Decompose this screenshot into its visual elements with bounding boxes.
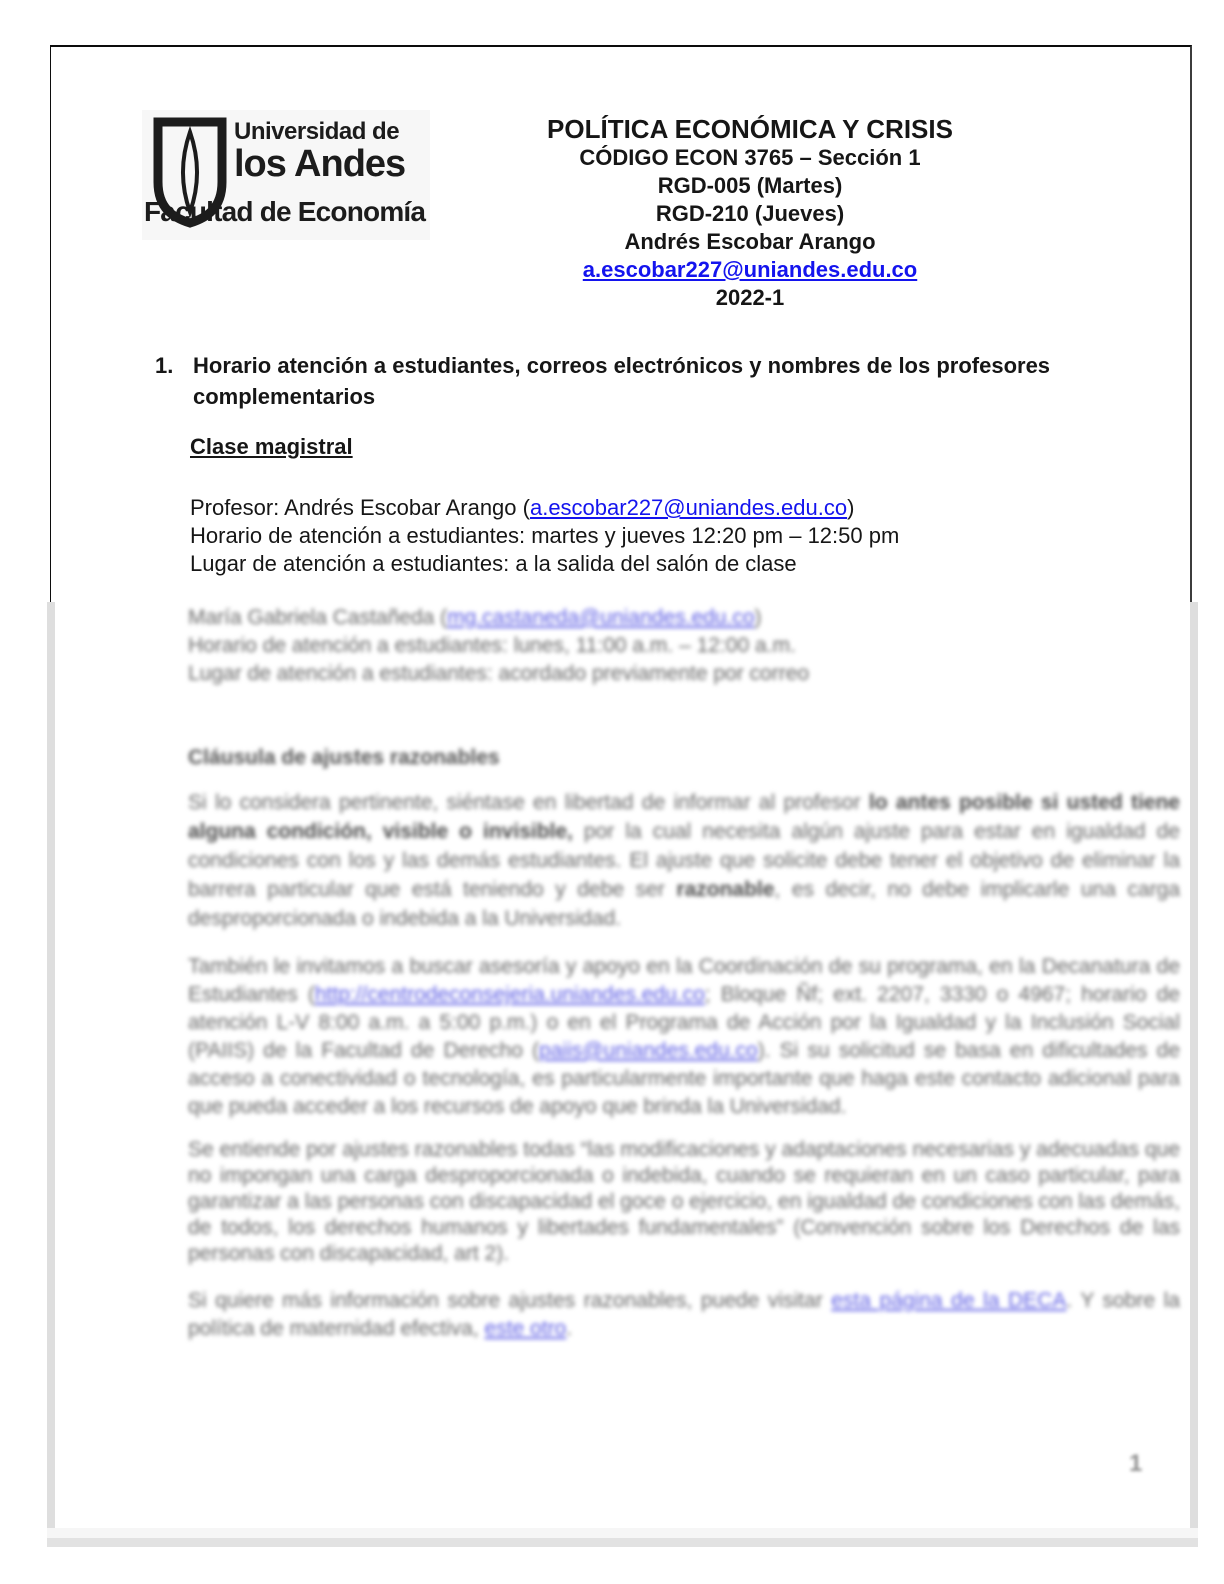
clause-paragraph-4: Si quiere más información sobre ajustes razonables, puede visitar esta página de la DECA. Y sobre la política de maternidad efectiva, este otro. [188, 1289, 1180, 1340]
inline-link[interactable]: mg.castaneda@uniandes.edu.co [447, 606, 755, 629]
instructor-contact [190, 494, 1090, 578]
course-title: POLÍTICA ECONÓMICA Y CRISIS [547, 114, 953, 144]
class-magistral-heading: Clase magistral [190, 434, 353, 459]
inline-link[interactable]: este otro [484, 1317, 567, 1340]
scan-page-edge-right [1190, 602, 1198, 1538]
instructor-line-lugar: Lugar de atención a estudiantes: a la salida del salón de clase [190, 551, 797, 576]
scan-page-edge-left [47, 602, 55, 1538]
logo-text-facultad: Facultad de Economía [144, 196, 426, 227]
instructor-line-professor: Profesor: Andrés Escobar Arango (a.escobar227@uniandes.edu.co) [190, 495, 855, 520]
inline-link[interactable]: a.escobar227@uniandes.edu.co [529, 495, 848, 520]
uniandes-logo [142, 110, 430, 240]
inline-link[interactable]: paiis@uniandes.edu.co [539, 1039, 758, 1062]
blurred-scan-region [188, 604, 1180, 1343]
course-code: CÓDIGO ECON 3765 – Sección 1 [579, 145, 921, 170]
term-label: 2022-1 [715, 285, 785, 310]
page-number: 1 [1129, 1450, 1143, 1477]
clause-paragraph-2: También le invitamos a buscar asesoría y apoyo en la Coordinación de su programa, en la Decanatura de Estudiantes (http://centrodeconsejeria.uniandes.edu.co; Bloque Ñf; ext. 2207, 3330 o 4967; horario de atención L-V 8:00 a.m. a 5:00 p.m.) o en el Programa de Acción por la Igualdad y la Inclusión Social (PAIIS) de la Facultad de Derecho (paiis@uniandes.edu.co). Si su solicitud se basa en dificultades de acceso a conectividad o tecnología, es particularmente importante que haga este contacto adicional para que pueda acceder a los recursos de apoyo que brinda la Universidad. [188, 955, 1180, 1118]
clause-heading: Cláusula de ajustes razonables [188, 746, 500, 769]
section-1 [155, 350, 1130, 412]
assistant-line-name: María Gabriela Castañeda (mg.castaneda@uniandes.edu.co) [188, 606, 762, 629]
clause-paragraph-1: Si lo considera pertinente, siéntase en libertad de informar al profesor lo antes posible si usted tiene alguna condición, visible o invisible, por la cual necesita algún ajuste para estar en igualdad de condiciones con los y las demás estudiantes. El ajuste que solicite debe tener el objetivo de eliminar la barrera particular que está teniendo y debe ser razonable, es decir, no debe implicarle una carga desproporcionada o indebida a la Universidad. [188, 791, 1180, 930]
section-1-heading: Horario atención a estudiantes, correos electrónicos y nombres de los profesores complementarios [193, 353, 1051, 409]
scan-page-edge-bottom-light [47, 1528, 1198, 1538]
clause-paragraph-3: Se entiende por ajustes razonables todas “las modificaciones y adaptaciones necesarias y adecuadas que no impongan una carga desproporcionada o indebida, cuando se requieran en un caso particular, para garantizar a las personas con discapacidad el goce o ejercicio, en igualdad de condiciones con las demás, de todos, los derechos humanos y libertades fundamentales” (Convención sobre los Derechos de las personas con discapacidad, art 2). [188, 1138, 1180, 1265]
course-header [400, 114, 1100, 312]
logo-text-universidad: Universidad de [234, 118, 400, 145]
professor-name: Andrés Escobar Arango [624, 229, 876, 254]
assistant-contact [188, 604, 1180, 688]
inline-link[interactable]: esta página de la DECA [831, 1289, 1067, 1312]
professor-email-link[interactable]: a.escobar227@uniandes.edu.co [582, 257, 918, 282]
room-tuesday: RGD-005 (Martes) [657, 173, 843, 198]
inline-link[interactable]: http://centrodeconsejeria.uniandes.edu.co [314, 983, 705, 1006]
assistant-line-lugar: Lugar de atención a estudiantes: acordado previamente por correo [188, 662, 810, 685]
section-1-number: 1. [155, 353, 174, 378]
assistant-line-horario: Horario de atención a estudiantes: lunes, 11:00 a.m. – 12:00 a.m. [188, 634, 796, 657]
room-thursday: RGD-210 (Jueves) [655, 201, 845, 226]
logo-text-los-andes: los Andes [234, 143, 406, 185]
scan-page-edge-bottom [47, 1538, 1198, 1547]
instructor-line-horario: Horario de atención a estudiantes: martes y jueves 12:20 pm – 12:50 pm [190, 523, 900, 548]
